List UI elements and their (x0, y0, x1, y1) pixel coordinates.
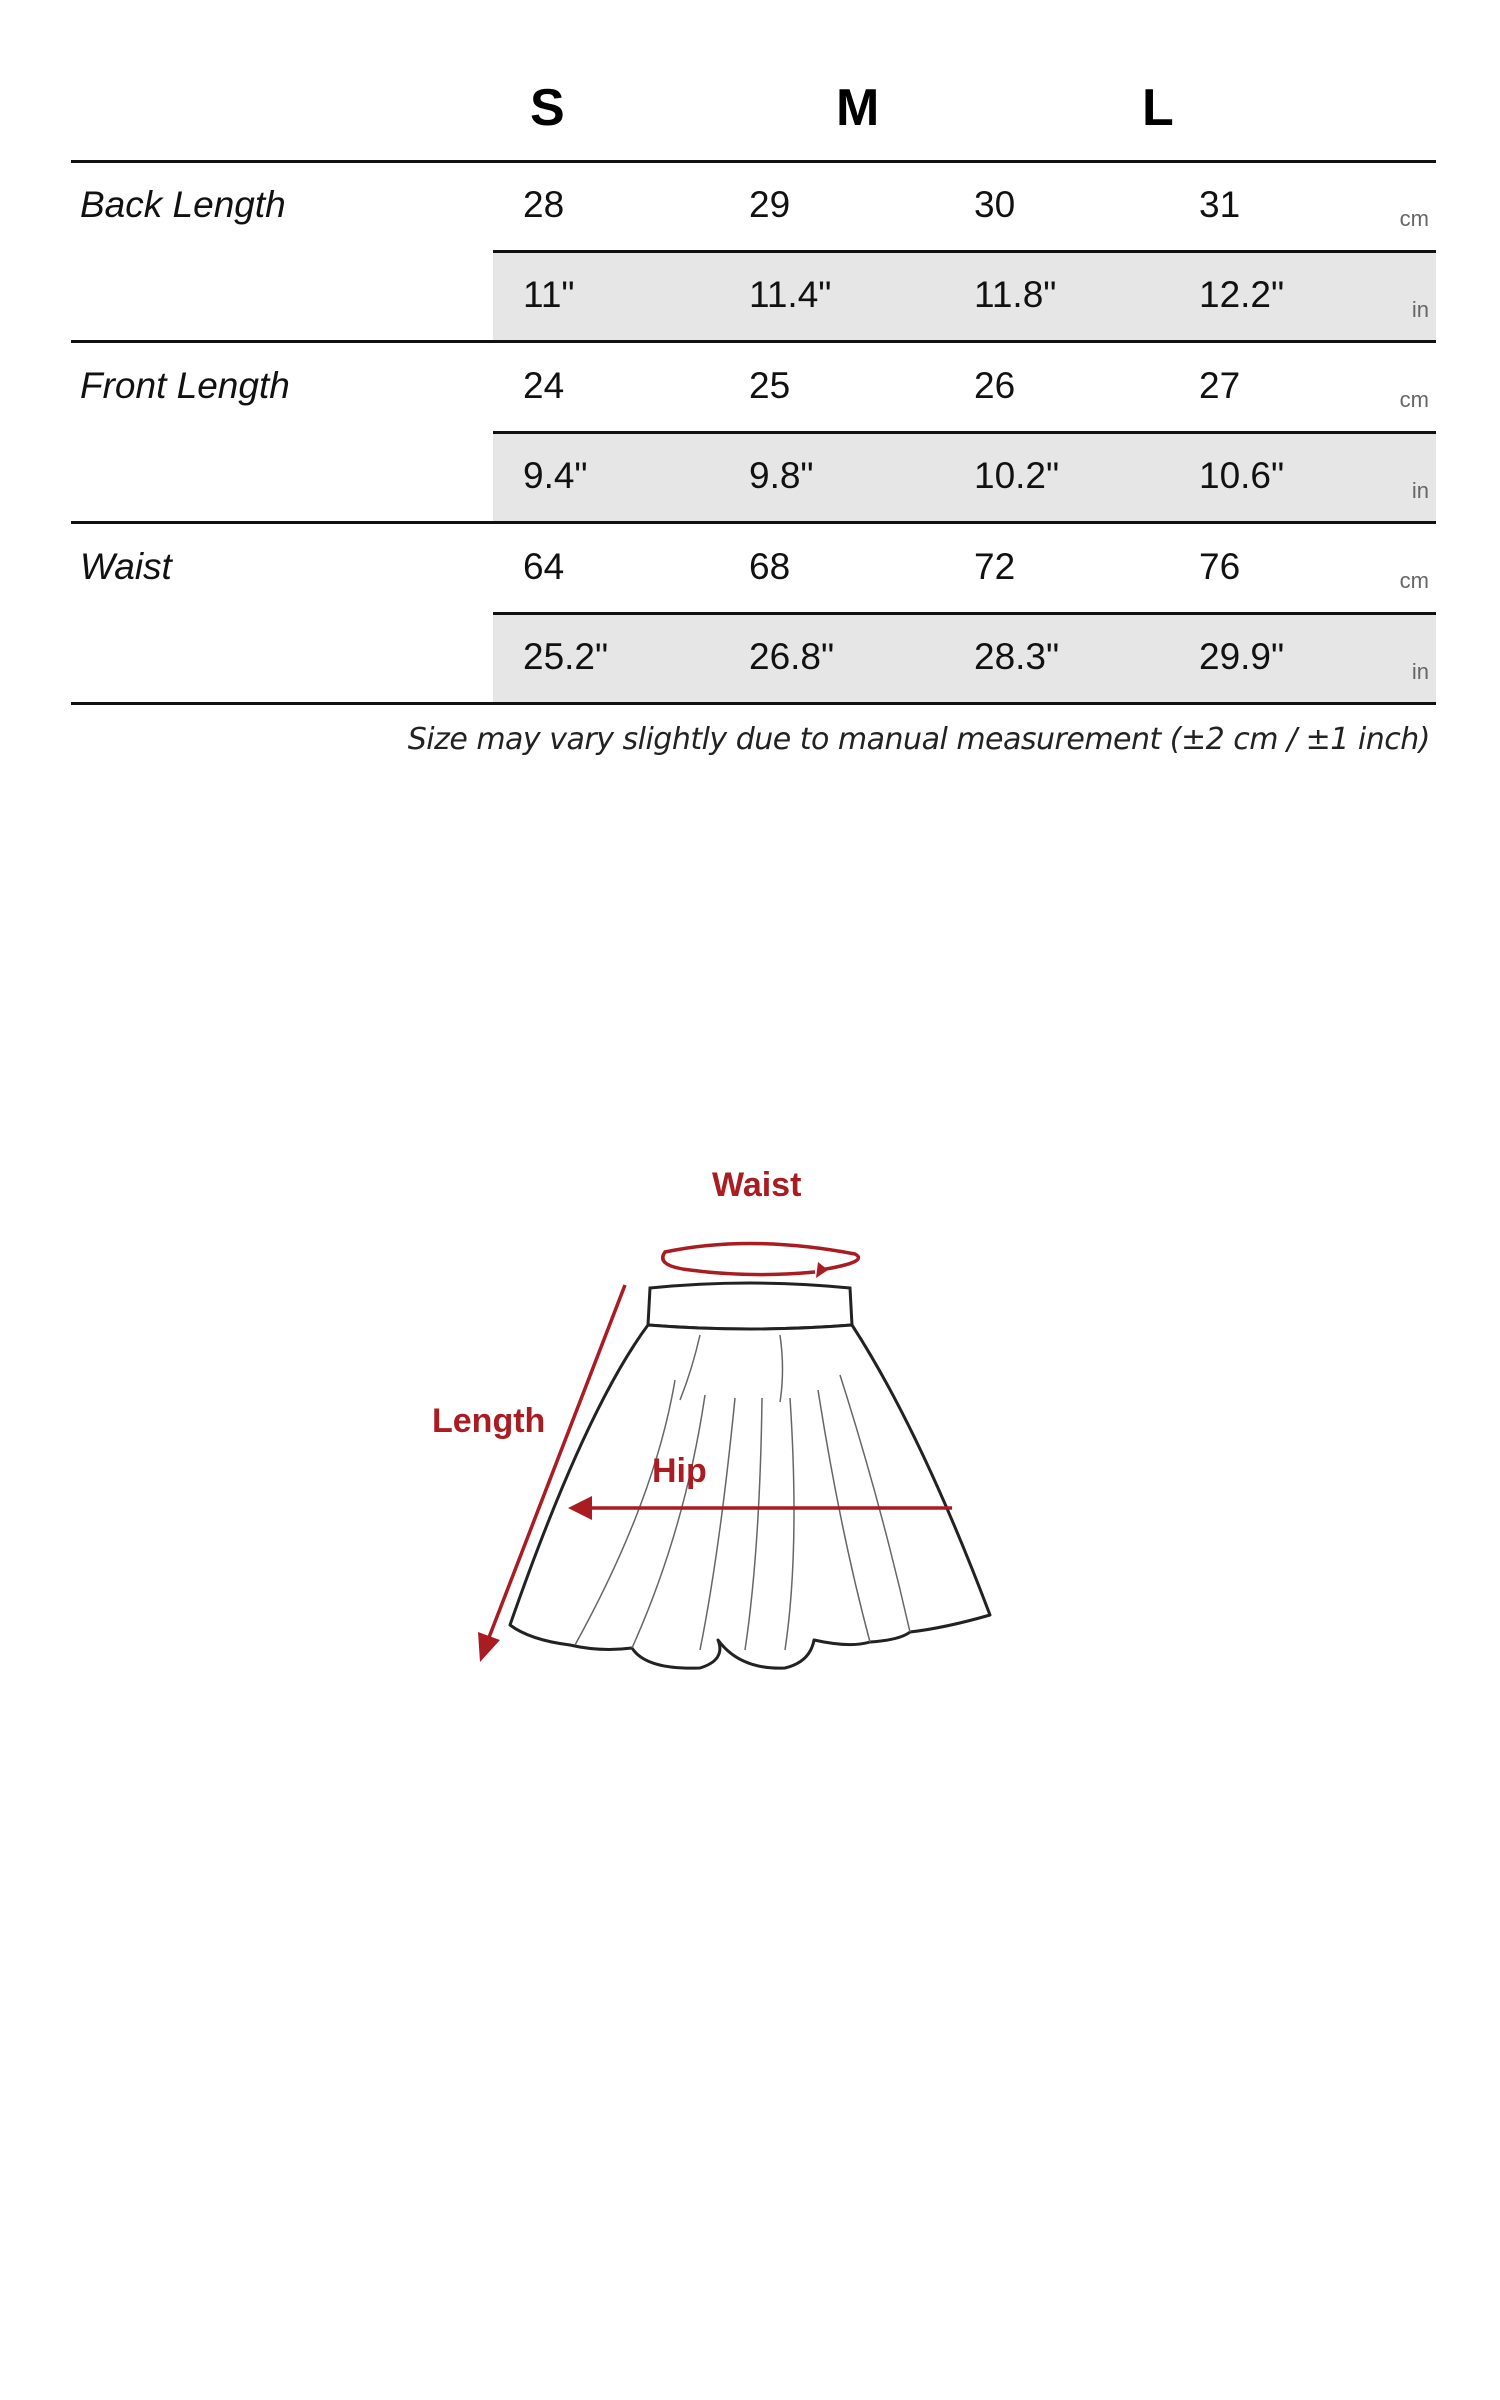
cell-cm: 25 (749, 365, 791, 406)
cell-inch: 25.2" (523, 636, 609, 677)
inch-row-band (493, 253, 1436, 340)
cell-cm: 31 (1199, 184, 1241, 225)
row-label-front-length: Front Length (80, 365, 290, 406)
length-measure-label: Length (432, 1402, 546, 1440)
inch-row-band (493, 434, 1436, 521)
cell-inch: 26.8" (749, 636, 835, 677)
row-label-back-length: Back Length (80, 184, 286, 225)
unit-in: in (1411, 659, 1429, 684)
table-bottom-rule (71, 702, 1436, 705)
cell-inch: 29.9" (1199, 636, 1285, 677)
cell-inch: 9.8" (749, 455, 814, 496)
cell-cm: 68 (749, 546, 791, 587)
cell-inch: 10.6" (1199, 455, 1285, 496)
unit-cm: cm (1399, 387, 1429, 412)
measurement-note: Size may vary slightly due to manual measurement (±2 cm / ±1 inch) (407, 722, 1430, 757)
cell-cm: 76 (1199, 546, 1241, 587)
skirt-illustration (400, 1170, 1020, 1730)
cell-cm: 72 (974, 546, 1016, 587)
inch-row-band (493, 615, 1436, 702)
cell-cm: 30 (974, 184, 1016, 225)
skirt-diagram (400, 1166, 1020, 1730)
unit-in: in (1411, 297, 1429, 322)
cell-cm: 24 (523, 365, 565, 406)
cell-inch: 12.2" (1199, 274, 1285, 315)
cell-inch: 11.8" (974, 274, 1057, 315)
size-l-label: L (1142, 79, 1174, 137)
size-m-label: M (836, 79, 880, 137)
cell-inch: 10.2" (974, 455, 1060, 496)
cell-inch: 9.4" (523, 455, 588, 496)
row-rule (71, 521, 1436, 524)
row-label-waist: Waist (80, 546, 172, 587)
unit-cm: cm (1399, 206, 1429, 231)
cell-cm: 64 (523, 546, 565, 587)
cell-cm: 27 (1199, 365, 1241, 406)
table-top-rule (71, 160, 1436, 163)
unit-in: in (1411, 478, 1429, 503)
cell-cm: 26 (974, 365, 1016, 406)
row-rule (71, 340, 1436, 343)
cell-cm: 29 (749, 184, 791, 225)
unit-cm: cm (1399, 568, 1429, 593)
size-s-label: S (530, 79, 565, 137)
size-header (0, 78, 1500, 148)
cell-cm: 28 (523, 184, 565, 225)
cell-inch: 11.4" (749, 274, 832, 315)
cell-inch: 11" (523, 274, 575, 315)
hip-measure-label: Hip (652, 1452, 707, 1490)
waist-measure-label: Waist (712, 1166, 802, 1204)
cell-inch: 28.3" (974, 636, 1060, 677)
